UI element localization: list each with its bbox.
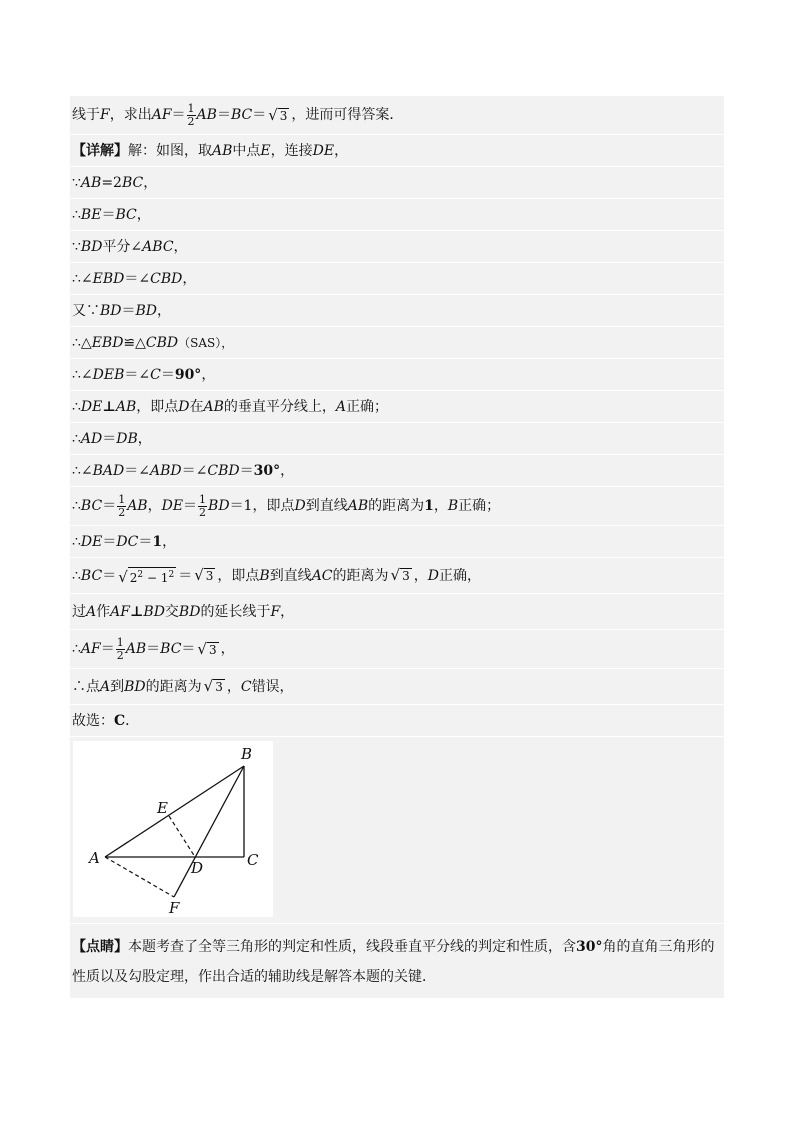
var: AF bbox=[110, 603, 130, 620]
var: C bbox=[150, 366, 161, 383]
text: 的延长线于 bbox=[200, 603, 271, 620]
var: DE bbox=[312, 142, 335, 159]
var: BC bbox=[121, 174, 144, 191]
var: AB bbox=[80, 174, 102, 191]
line-19 bbox=[70, 705, 724, 737]
segment-AF bbox=[105, 857, 174, 897]
var: BD bbox=[124, 678, 146, 695]
numerator: 1 bbox=[187, 101, 195, 115]
label-C: C bbox=[247, 851, 259, 869]
text: ⊥ bbox=[129, 603, 144, 620]
section-label: 【详解】 bbox=[72, 142, 128, 159]
sqrt: √ 3 bbox=[194, 566, 214, 584]
text: ＝1，即点 bbox=[229, 498, 295, 514]
text: ∴ bbox=[72, 398, 81, 415]
text: ＝ bbox=[183, 498, 198, 514]
text: 到 bbox=[110, 678, 125, 695]
text: ， bbox=[143, 174, 158, 191]
var: BAD bbox=[92, 462, 125, 479]
var: EBD bbox=[91, 334, 124, 351]
text: ， bbox=[173, 238, 188, 255]
line-4 bbox=[70, 199, 724, 231]
line-5 bbox=[70, 231, 724, 263]
line-11 bbox=[70, 423, 724, 455]
var: D bbox=[427, 567, 439, 584]
line-8 bbox=[70, 327, 724, 359]
sqrt: √ $2^2 - 1^2$ bbox=[118, 567, 175, 586]
var: AB bbox=[203, 398, 224, 415]
sqrt: √ 3 bbox=[197, 639, 217, 658]
var: BD bbox=[100, 302, 122, 319]
label-E: E bbox=[157, 799, 168, 817]
text: ， bbox=[182, 270, 197, 287]
var: AD bbox=[80, 430, 103, 447]
text: ， bbox=[226, 678, 241, 695]
fraction bbox=[187, 103, 196, 128]
text: ＝ bbox=[101, 206, 116, 223]
label-D: D bbox=[191, 859, 204, 877]
text: 正确； bbox=[346, 398, 388, 415]
var: CBD bbox=[150, 270, 183, 287]
comment-text: 本题考查了全等三角形的判定和性质，线段垂直平分线的判定和性质，含 bbox=[128, 939, 576, 955]
var: AB bbox=[115, 398, 137, 415]
geometry-figure bbox=[73, 741, 273, 917]
text: ∴∠ bbox=[72, 366, 93, 383]
sqrt: √ 3 bbox=[268, 105, 288, 124]
text: ∴∠ bbox=[72, 462, 93, 479]
text: ＝ bbox=[102, 498, 117, 514]
var: E bbox=[260, 142, 271, 159]
line-2 bbox=[70, 135, 724, 167]
text: ＝ bbox=[239, 462, 254, 479]
line-10 bbox=[70, 391, 724, 423]
text: ＝ bbox=[216, 107, 231, 123]
solution-content bbox=[70, 96, 724, 998]
var: BC bbox=[80, 498, 103, 514]
answer: C bbox=[114, 712, 126, 729]
segment-AB bbox=[105, 766, 244, 857]
text: ＝ bbox=[181, 641, 196, 657]
text: ＝ bbox=[100, 641, 115, 657]
exponent: 2 bbox=[168, 569, 175, 580]
text: ＝ bbox=[160, 366, 175, 383]
line-7 bbox=[70, 295, 724, 327]
var: DE bbox=[161, 498, 184, 514]
text: 过 bbox=[72, 603, 86, 620]
comment-number: 30° bbox=[576, 939, 603, 955]
var: AB bbox=[196, 107, 217, 123]
number: 90° bbox=[174, 366, 202, 383]
text: ＝∠ bbox=[124, 366, 151, 383]
text: ＝∠ bbox=[124, 462, 150, 479]
var: BC bbox=[80, 567, 103, 584]
numerator: 1 bbox=[199, 492, 207, 506]
text: 到直线 bbox=[269, 567, 312, 584]
text: 平分∠ bbox=[102, 238, 143, 255]
segment-DE bbox=[169, 816, 195, 857]
var: DC bbox=[116, 533, 139, 550]
denominator: 2 bbox=[199, 505, 207, 519]
text: 解：如图，取 bbox=[128, 142, 212, 159]
text: ⊥ bbox=[102, 398, 116, 415]
line-14 bbox=[70, 526, 724, 558]
text: ＝ bbox=[121, 302, 136, 319]
text: 在 bbox=[189, 398, 204, 415]
exponent: 2 bbox=[137, 569, 144, 580]
text: 的距离为 bbox=[332, 567, 389, 584]
text: （SAS）， bbox=[178, 335, 234, 350]
var: AC bbox=[311, 567, 333, 584]
text: ≌△ bbox=[123, 334, 146, 351]
radicand: 3 bbox=[215, 680, 223, 694]
text: ＝∠ bbox=[181, 462, 208, 479]
segment-BF bbox=[174, 766, 244, 897]
text: =2 bbox=[101, 174, 122, 191]
label-A: A bbox=[89, 849, 100, 867]
var: BC bbox=[230, 107, 253, 123]
var: F bbox=[100, 107, 110, 123]
text: ，连接 bbox=[270, 142, 313, 159]
var: D bbox=[294, 498, 306, 514]
var: DEB bbox=[92, 366, 125, 383]
text: ， bbox=[280, 462, 295, 479]
fraction bbox=[198, 494, 207, 519]
text: ＝ bbox=[138, 533, 153, 550]
number: 1 bbox=[424, 498, 434, 514]
var: F bbox=[270, 603, 281, 620]
var: DE bbox=[80, 398, 103, 415]
text: ＝ bbox=[102, 567, 117, 584]
text: ， bbox=[162, 533, 177, 550]
text: ＝ bbox=[146, 641, 161, 657]
line-16 bbox=[70, 594, 724, 630]
text: ∴ bbox=[72, 533, 81, 550]
text: 又∵ bbox=[72, 302, 100, 319]
var: AB bbox=[127, 498, 148, 514]
var: BD bbox=[208, 498, 230, 514]
text: 的垂直平分线上， bbox=[223, 398, 336, 415]
number: 1 bbox=[152, 533, 163, 550]
denominator: 2 bbox=[187, 114, 195, 128]
var: BE bbox=[80, 206, 102, 223]
text: 的距离为 bbox=[145, 678, 202, 695]
var: BC bbox=[115, 206, 137, 223]
text: ， bbox=[334, 142, 349, 159]
var: A bbox=[100, 678, 111, 695]
text: ∵ bbox=[72, 174, 81, 191]
text: ， bbox=[220, 641, 235, 657]
line-3 bbox=[70, 167, 724, 199]
label-F: F bbox=[169, 899, 180, 917]
denominator: 2 bbox=[118, 505, 126, 519]
var: D bbox=[178, 398, 190, 415]
comment-label: 【点睛】 bbox=[72, 939, 128, 955]
var: AF bbox=[151, 107, 172, 123]
text: ， bbox=[157, 302, 172, 319]
text: ， bbox=[413, 567, 428, 584]
text: ， bbox=[280, 603, 295, 620]
text: 中点 bbox=[232, 142, 261, 159]
text: ∴ bbox=[72, 430, 81, 447]
text: ＝ bbox=[178, 567, 193, 584]
radicand: 3 bbox=[402, 569, 410, 583]
line-13 bbox=[70, 487, 724, 526]
text: 作 bbox=[96, 603, 111, 620]
label-B: B bbox=[241, 745, 253, 763]
var: BD bbox=[143, 603, 165, 620]
text: ，即点 bbox=[136, 398, 179, 415]
text: ，即点 bbox=[217, 567, 260, 584]
radicand: 3 bbox=[205, 569, 214, 583]
text: ∴ bbox=[72, 567, 81, 584]
var: BD bbox=[178, 603, 201, 620]
text: ＝∠ bbox=[124, 270, 151, 287]
var: B bbox=[259, 567, 270, 584]
var: BD bbox=[135, 302, 158, 319]
line-17 bbox=[70, 630, 724, 669]
sqrt: √ 3 bbox=[203, 677, 223, 695]
base: 2 bbox=[129, 570, 138, 585]
var: AB bbox=[347, 498, 369, 514]
text: ， bbox=[201, 366, 216, 383]
text: ＝ bbox=[252, 107, 267, 123]
var: B bbox=[447, 498, 459, 514]
line-9 bbox=[70, 359, 724, 391]
text: 的距离为 bbox=[368, 498, 425, 514]
text: ， bbox=[136, 206, 151, 223]
text: ＝ bbox=[102, 430, 117, 447]
figure-row bbox=[70, 737, 724, 924]
minus-term: − 1 bbox=[143, 570, 169, 585]
var: DB bbox=[116, 430, 138, 447]
var: CBD bbox=[207, 462, 240, 479]
var: EBD bbox=[92, 270, 125, 287]
radicand: 3 bbox=[279, 108, 288, 123]
line-12 bbox=[70, 455, 724, 487]
denominator: 2 bbox=[116, 648, 124, 662]
var: ABD bbox=[150, 462, 182, 479]
text: 线于 bbox=[72, 107, 100, 123]
var: DE bbox=[80, 533, 103, 550]
text: ，求出 bbox=[109, 107, 152, 123]
text: ． bbox=[125, 712, 140, 729]
fraction bbox=[116, 637, 125, 662]
fraction bbox=[117, 494, 126, 519]
var: C bbox=[240, 678, 252, 695]
text: 错误， bbox=[251, 678, 294, 695]
sqrt: √ 3 bbox=[390, 566, 410, 584]
var: A bbox=[335, 398, 346, 415]
text: 到直线 bbox=[305, 498, 348, 514]
text: ∴∠ bbox=[72, 270, 93, 287]
text: ∴ bbox=[72, 498, 81, 514]
line-15 bbox=[70, 558, 724, 594]
text: 正确； bbox=[458, 498, 501, 514]
number: 30° bbox=[253, 462, 281, 479]
text: ， bbox=[433, 498, 448, 514]
text: ＝ bbox=[102, 533, 117, 550]
line-6 bbox=[70, 263, 724, 295]
text: ∴ bbox=[72, 206, 81, 223]
numerator: 1 bbox=[118, 492, 126, 506]
numerator: 1 bbox=[116, 635, 124, 649]
line-1 bbox=[70, 96, 724, 135]
var: BC bbox=[160, 641, 182, 657]
text: ， bbox=[137, 430, 152, 447]
var: AB bbox=[125, 641, 147, 657]
comment-block bbox=[70, 924, 724, 998]
var: BD bbox=[80, 238, 103, 255]
text: ， bbox=[147, 498, 162, 514]
comment-text: 角的直角三角形的性质以及勾股定理，作出合适的辅助线是解答本题的关键． bbox=[72, 939, 715, 985]
var: AB bbox=[212, 142, 233, 159]
text: ＝ bbox=[171, 107, 186, 123]
text: ∵ bbox=[72, 238, 81, 255]
text: 正确， bbox=[438, 567, 481, 584]
text: ∴ bbox=[72, 641, 81, 657]
text: ，进而可得答案． bbox=[291, 107, 404, 123]
text: 交 bbox=[164, 603, 179, 620]
var: AF bbox=[80, 641, 101, 657]
var: ABC bbox=[142, 238, 174, 255]
radicand bbox=[128, 567, 176, 585]
text: ∴点 bbox=[72, 678, 100, 695]
radicand: 3 bbox=[208, 642, 217, 657]
var: A bbox=[86, 603, 97, 620]
text: ∴△ bbox=[72, 334, 92, 351]
text: 故选： bbox=[72, 712, 114, 729]
var: CBD bbox=[145, 334, 179, 351]
line-18 bbox=[70, 669, 724, 705]
triangle-diagram bbox=[73, 741, 273, 917]
